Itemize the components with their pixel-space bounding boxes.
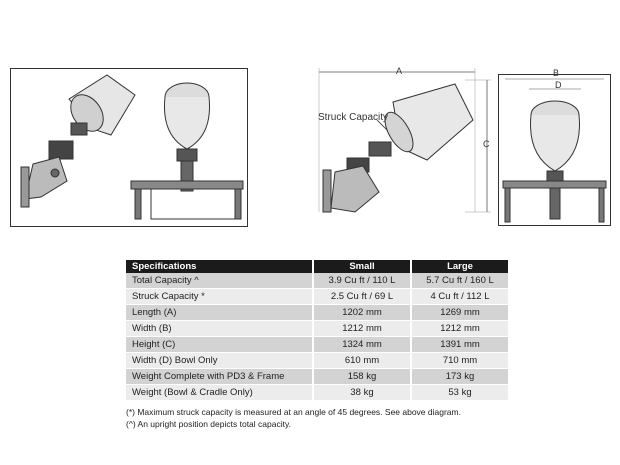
table-row xyxy=(126,273,508,289)
mixer-illustration-panel xyxy=(10,68,248,227)
header-large: Large xyxy=(411,260,508,273)
spec-name: Width (D) Bowl Only xyxy=(126,353,313,369)
table-row xyxy=(126,353,508,369)
front-view-panel xyxy=(498,74,611,226)
table-row xyxy=(126,385,508,401)
table-row xyxy=(126,321,508,337)
table-header-row xyxy=(126,260,508,273)
spec-name: Width (B) xyxy=(126,321,313,337)
upright-mixer-drawing xyxy=(131,83,243,219)
table-row xyxy=(126,289,508,305)
footnote-struck-capacity: (*) Maximum struck capacity is measured at an angle of 45 degrees. See above diagram. xyxy=(126,407,461,417)
struck-capacity-label: Struck Capacity xyxy=(318,112,389,123)
spec-small-value: 2.5 Cu ft / 69 L xyxy=(313,289,411,305)
dimension-d-label: D xyxy=(555,80,562,90)
spec-small-value: 38 kg xyxy=(313,385,411,401)
specifications-table xyxy=(126,260,508,401)
footnote-total-capacity: (^) An upright position depicts total capacity. xyxy=(126,419,291,429)
mixer-illustration xyxy=(11,69,247,226)
spec-name: Weight (Bowl & Cradle Only) xyxy=(126,385,313,401)
spec-small-value: 1202 mm xyxy=(313,305,411,321)
spec-large-value: 1269 mm xyxy=(411,305,508,321)
dimension-diagram xyxy=(305,62,495,222)
tilted-mixer-drawing xyxy=(21,75,135,207)
header-small: Small xyxy=(313,260,411,273)
table-row xyxy=(126,369,508,385)
spec-name: Length (A) xyxy=(126,305,313,321)
spec-large-value: 1391 mm xyxy=(411,337,508,353)
spec-large-value: 1212 mm xyxy=(411,321,508,337)
table-row xyxy=(126,305,508,321)
spec-small-value: 3.9 Cu ft / 110 L xyxy=(313,273,411,289)
spec-name: Struck Capacity * xyxy=(126,289,313,305)
dimension-a-label: A xyxy=(396,66,403,76)
spec-name: Total Capacity ^ xyxy=(126,273,313,289)
spec-large-value: 173 kg xyxy=(411,369,508,385)
spec-name: Height (C) xyxy=(126,337,313,353)
front-view-diagram xyxy=(499,75,610,225)
header-specifications: Specifications xyxy=(126,260,313,273)
spec-small-value: 1212 mm xyxy=(313,321,411,337)
spec-name: Weight Complete with PD3 & Frame xyxy=(126,369,313,385)
spec-small-value: 1324 mm xyxy=(313,337,411,353)
spec-large-value: 5.7 Cu ft / 160 L xyxy=(411,273,508,289)
spec-large-value: 4 Cu ft / 112 L xyxy=(411,289,508,305)
dimension-c-label: C xyxy=(483,139,490,149)
spec-large-value: 53 kg xyxy=(411,385,508,401)
spec-small-value: 158 kg xyxy=(313,369,411,385)
dimension-b-label: B xyxy=(553,68,560,78)
table-row xyxy=(126,337,508,353)
spec-large-value: 710 mm xyxy=(411,353,508,369)
spec-small-value: 610 mm xyxy=(313,353,411,369)
tilted-mixer-dimension-drawing xyxy=(323,84,473,212)
